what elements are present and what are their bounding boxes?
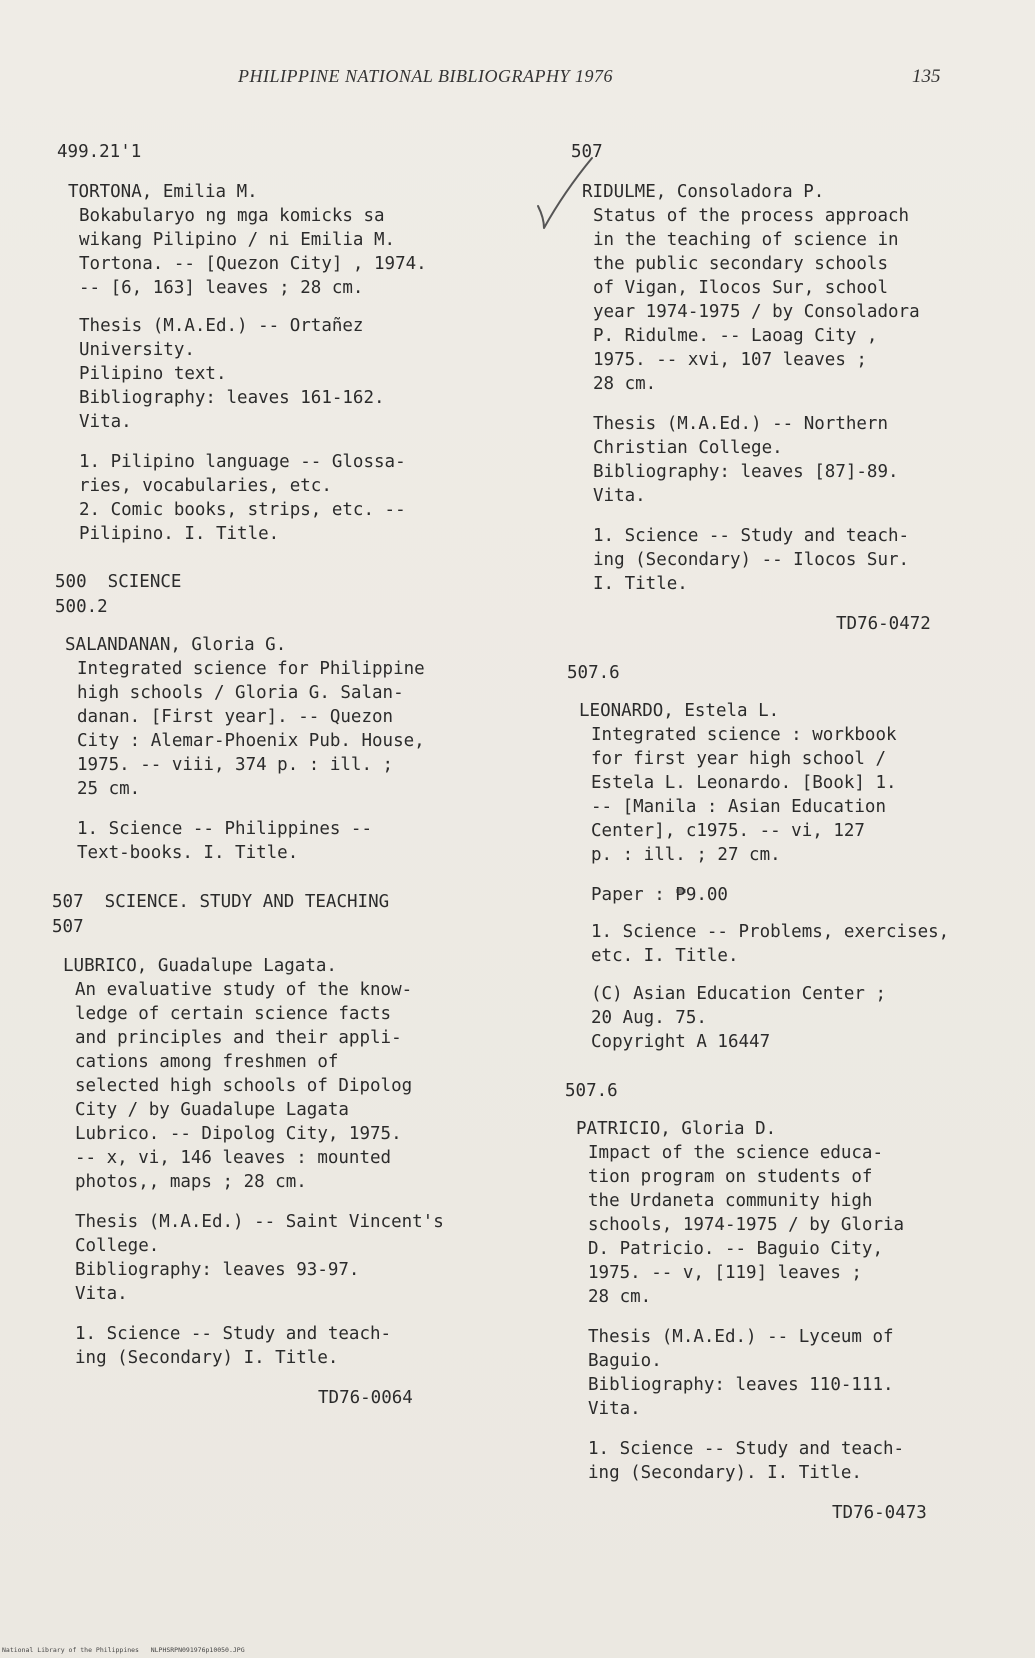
catalog-line: P. Ridulme. -- Laoag City , [593,326,878,346]
catalog-line: ing (Secondary) -- Ilocos Sur. [593,550,910,570]
catalog-line: Thesis (M.A.Ed.) -- Lyceum of [588,1327,894,1347]
catalog-line: the public secondary schools [593,254,889,274]
catalog-line: 500 SCIENCE [55,572,182,592]
catalog-line: p. : ill. ; 27 cm. [591,845,781,865]
catalog-line: LEONARDO, Estela L. [579,701,780,721]
catalog-line: TD76-0473 [832,1503,927,1523]
catalog-line: selected high schools of Dipolog [75,1076,413,1096]
catalog-line: Paper : ₱9.00 [591,885,728,905]
catalog-line: TORTONA, Emilia M. [68,182,258,202]
catalog-line: 1975. -- xvi, 107 leaves ; [593,350,867,370]
catalog-line: ledge of certain science facts [75,1004,392,1024]
catalog-line: TD76-0064 [318,1388,413,1408]
catalog-line: tion program on students of [588,1167,873,1187]
catalog-line: 1975. -- viii, 374 p. : ill. ; [77,755,394,775]
catalog-line: wikang Pilipino / ni Emilia M. [79,230,396,250]
catalog-line: City / by Guadalupe Lagata [75,1100,349,1120]
catalog-line: schools, 1974-1975 / by Gloria [588,1215,905,1235]
catalog-line: Thesis (M.A.Ed.) -- Northern [593,414,889,434]
catalog-line: PATRICIO, Gloria D. [576,1119,777,1139]
catalog-line: 507 [52,917,84,937]
catalog-line: 1. Science -- Philippines -- [77,819,373,839]
catalog-line: ing (Secondary). I. Title. [588,1463,862,1483]
catalog-line: Baguio. [588,1351,662,1371]
catalog-line: ries, vocabularies, etc. [79,476,332,496]
catalog-line: 500.2 [55,597,108,617]
catalog-line: An evaluative study of the know- [75,980,413,1000]
catalog-line: in the teaching of science in [593,230,899,250]
catalog-line: 28 cm. [593,374,657,394]
catalog-line: etc. I. Title. [591,946,739,966]
catalog-line: D. Patricio. -- Baguio City, [588,1239,884,1259]
catalog-line: Integrated science for Philippine [77,659,425,679]
catalog-line: 507 [571,142,603,162]
catalog-line: and principles and their appli- [75,1028,402,1048]
catalog-line: 507.6 [565,1081,618,1101]
catalog-line: year 1974-1975 / by Consoladora [593,302,920,322]
catalog-line: 2. Comic books, strips, etc. -- [79,500,406,520]
catalog-line: Impact of the science educa- [588,1143,884,1163]
catalog-line: of Vigan, Ilocos Sur, school [593,278,889,298]
catalog-line: 1975. -- v, [119] leaves ; [588,1263,862,1283]
catalog-line: 1. Science -- Problems, exercises, [591,922,950,942]
catalog-line: 507 SCIENCE. STUDY AND TEACHING [52,892,390,912]
running-head-title: PHILIPPINE NATIONAL BIBLIOGRAPHY 1976 [238,66,613,86]
handwritten-checkmark-icon [534,152,604,232]
catalog-line: I. Title. [593,574,688,594]
catalog-line: 20 Aug. 75. [591,1008,707,1028]
catalog-line: Pilipino text. [79,364,227,384]
catalog-line: for first year high school / [591,749,887,769]
catalog-line: ing (Secondary) I. Title. [75,1348,339,1368]
catalog-line: 1. Pilipino language -- Glossa- [79,452,406,472]
catalog-line: Tortona. -- [Quezon City] , 1974. [79,254,427,274]
catalog-line: cations among freshmen of [75,1052,339,1072]
catalog-line: Bibliography: leaves 93-97. [75,1260,360,1280]
catalog-line: Vita. [593,486,646,506]
catalog-line: Status of the process approach [593,206,910,226]
catalog-line: -- x, vi, 146 leaves : mounted [75,1148,392,1168]
catalog-line: Pilipino. I. Title. [79,524,280,544]
catalog-line: Vita. [75,1284,128,1304]
catalog-line: 25 cm. [77,779,141,799]
catalog-line: Bibliography: leaves [87]-89. [593,462,899,482]
catalog-line: SALANDANAN, Gloria G. [65,635,287,655]
catalog-line: Thesis (M.A.Ed.) -- Saint Vincent's [75,1212,444,1232]
catalog-line: 507.6 [567,663,620,683]
catalog-line: TD76-0472 [836,614,931,634]
catalog-line: University. [79,340,195,360]
catalog-line: Center], c1975. -- vi, 127 [591,821,865,841]
catalog-line: Text-books. I. Title. [77,843,299,863]
catalog-line: the Urdaneta community high [588,1191,873,1211]
scan-footer: National Library of the Philippines NLPHSRPN091976p10050.JPG [2,1646,245,1654]
catalog-line: Bibliography: leaves 161-162. [79,388,385,408]
catalog-line: photos,, maps ; 28 cm. [75,1172,307,1192]
catalog-line: 28 cm. [588,1287,652,1307]
catalog-line: Vita. [79,412,132,432]
catalog-line: 499.21'1 [57,142,142,162]
catalog-line: Estela L. Leonardo. [Book] 1. [591,773,897,793]
catalog-line: 1. Science -- Study and teach- [593,526,910,546]
catalog-line: Vita. [588,1399,641,1419]
catalog-line: high schools / Gloria G. Salan- [77,683,404,703]
catalog-line: (C) Asian Education Center ; [591,984,887,1004]
catalog-line: 1. Science -- Study and teach- [588,1439,905,1459]
catalog-line: LUBRICO, Guadalupe Lagata. [63,956,337,976]
catalog-line: 1. Science -- Study and teach- [75,1324,392,1344]
catalog-line: College. [75,1236,160,1256]
catalog-line: Christian College. [593,438,783,458]
catalog-line: Bokabularyo ng mga komicks sa [79,206,385,226]
catalog-line: RIDULME, Consoladora P. [582,182,825,202]
catalog-line: -- [Manila : Asian Education [591,797,887,817]
catalog-line: Lubrico. -- Dipolog City, 1975. [75,1124,402,1144]
catalog-line: -- [6, 163] leaves ; 28 cm. [79,278,364,298]
catalog-line: danan. [First year]. -- Quezon [77,707,394,727]
catalog-line: Integrated science : workbook [591,725,897,745]
page-number: 135 [912,66,941,87]
catalog-line: Thesis (M.A.Ed.) -- Ortañez [79,316,364,336]
catalog-line: Copyright A 16447 [591,1032,771,1052]
catalog-line: City : Alemar-Phoenix Pub. House, [77,731,425,751]
catalog-line: Bibliography: leaves 110-111. [588,1375,894,1395]
